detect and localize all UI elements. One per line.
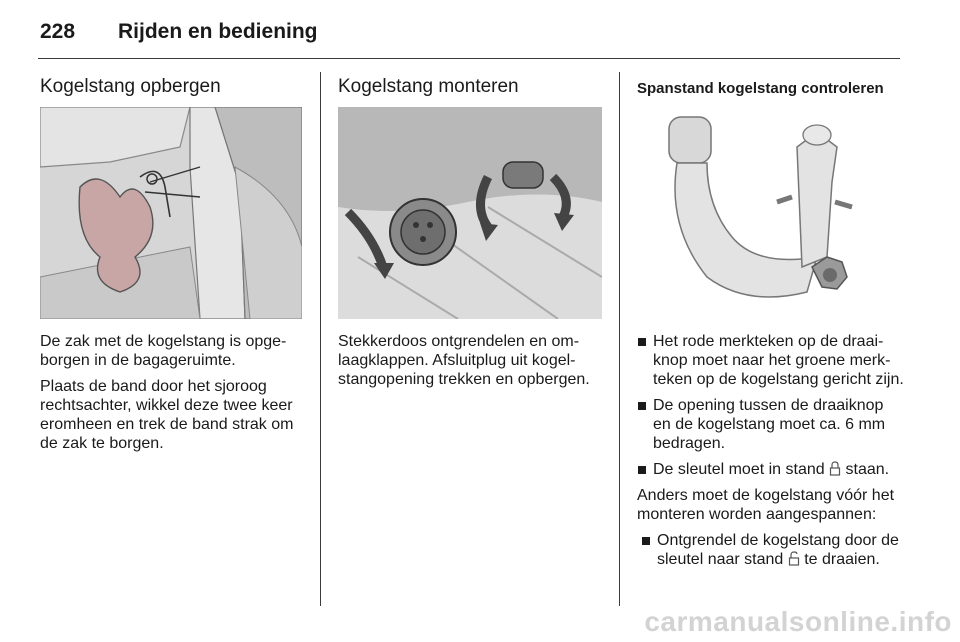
- column-divider-1: [320, 72, 321, 606]
- page-header: [0, 0, 960, 62]
- bullet-item: De sleutel moet in stand staan.: [637, 460, 905, 479]
- paragraph: De zak met de kogelstang is opgeborgen in de bagageruimte.: [40, 333, 287, 369]
- body-text: [637, 332, 905, 576]
- body-text: [338, 332, 602, 396]
- section-heading: Kogelstang monteren: [338, 76, 519, 97]
- column-divider-2: [619, 72, 620, 606]
- socket-illustration: [338, 107, 602, 319]
- bullet-icon: [638, 338, 646, 346]
- subheading: Spanstand kogelstang controleren: [637, 80, 884, 97]
- body-text: [40, 332, 302, 460]
- towbar-illustration: [637, 107, 899, 319]
- bullet-item: Ontgrendel de kogelstang door de sleutel naar stand te draaien.: [641, 531, 905, 569]
- section-heading: Kogelstang opbergen: [40, 76, 221, 97]
- lock-icon: [829, 461, 841, 476]
- bullet-item: De opening tussen de draaiknop en de kogelstang moet ca. 6 mm bedragen.: [637, 396, 905, 453]
- header-rule: [38, 58, 900, 59]
- lock-open-icon: [788, 551, 800, 566]
- page-number: 228: [40, 20, 76, 43]
- bullet-icon: [642, 537, 650, 545]
- paragraph: Anders moet de kogelstang vóór het monteren worden aangespannen:: [637, 487, 895, 523]
- bullet-item: Het rode merkteken op de draaiknop moet naar het groene merkteken op de kogelstang gericht zijn.: [637, 332, 905, 389]
- watermark: carmanualsonline.info: [644, 606, 952, 637]
- bullet-icon: [638, 466, 646, 474]
- chapter-title: Rijden en bediening: [118, 20, 318, 43]
- paragraph: Plaats de band door het sjoroog rechtsachter, wikkel deze twee keer eromheen en trek de band strak om de zak te borgen.: [40, 378, 294, 452]
- paragraph: Stekkerdoos ontgrendelen en omlaagklappen. Afsluitplug uit kogelstangopening trekken en opbergen.: [338, 333, 590, 388]
- bag-illustration: [40, 107, 302, 319]
- bullet-icon: [638, 402, 646, 410]
